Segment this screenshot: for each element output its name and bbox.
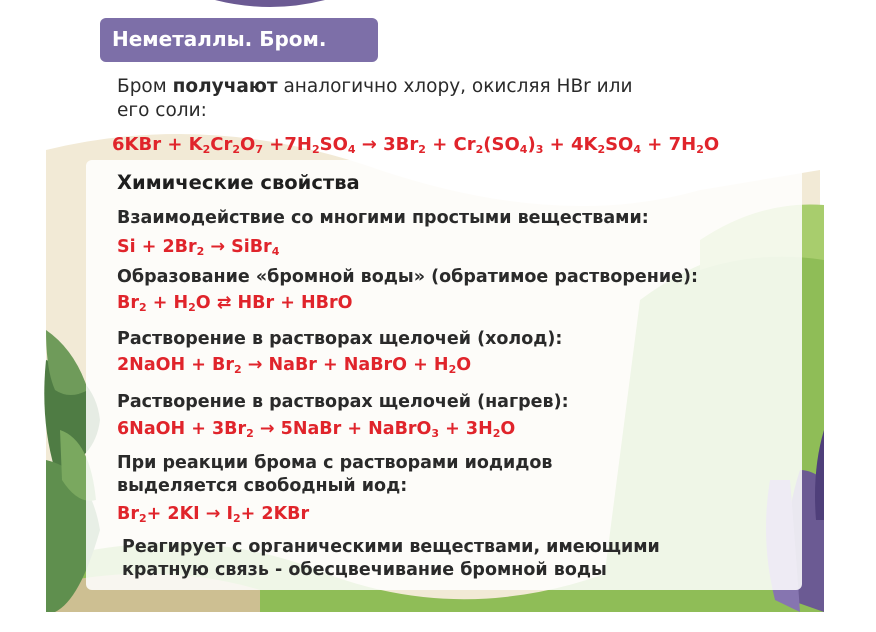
title-badge: [100, 18, 378, 62]
property-label: Растворение в растворах щелочей (холод):: [117, 329, 563, 349]
property-label: При реакции брома с растворами иодидов: [117, 453, 553, 473]
equation-iodide: $Br_2+ 2KI \to I_2+ 2KBr$: [117, 504, 310, 525]
section-title: Химические свойства: [117, 171, 360, 194]
property-label: кратную связь - обесцвечивание бромной воды: [122, 560, 607, 580]
property-label: Образование «бромной воды» (обратимое растворение):: [117, 267, 698, 287]
intro-text: Бром получают аналогично хлору, окисляя HBr или его соли:: [117, 76, 633, 121]
property-label: Реагирует с органическими веществами, имеющими: [122, 537, 660, 557]
page-title: Неметаллы. Бром.: [112, 27, 327, 51]
property-label: Взаимодействие со многими простыми веществами:: [117, 208, 649, 228]
intro-emphasis: получают: [172, 76, 278, 97]
equation-bromine-water: $Br_2 + H_2O$ ⇄ HBr + HBrO: [117, 293, 353, 314]
main-equation: $6KBr + K_2Cr_2O_7 +7H_2SO_4 \to 3Br_2 + Cr_2(SO_4)_3 + 4K_2SO_4 + 7H_2O$: [112, 134, 720, 156]
equation-hot-alkali: 6NaOH + $3Br_2$ → 5NaBr + NaBrO$_3$ + $3H_2O$: [117, 419, 516, 440]
equation-si: $Si + 2Br_2$ → SiBr$_4$: [117, 237, 280, 258]
equation-cold-alkali: 2NaOH + $Br_2$ → NaBr + NaBrO + $H_2O$: [117, 355, 472, 376]
property-label: выделяется свободный иод:: [117, 476, 408, 496]
property-label: Растворение в растворах щелочей (нагрев):: [117, 392, 569, 412]
